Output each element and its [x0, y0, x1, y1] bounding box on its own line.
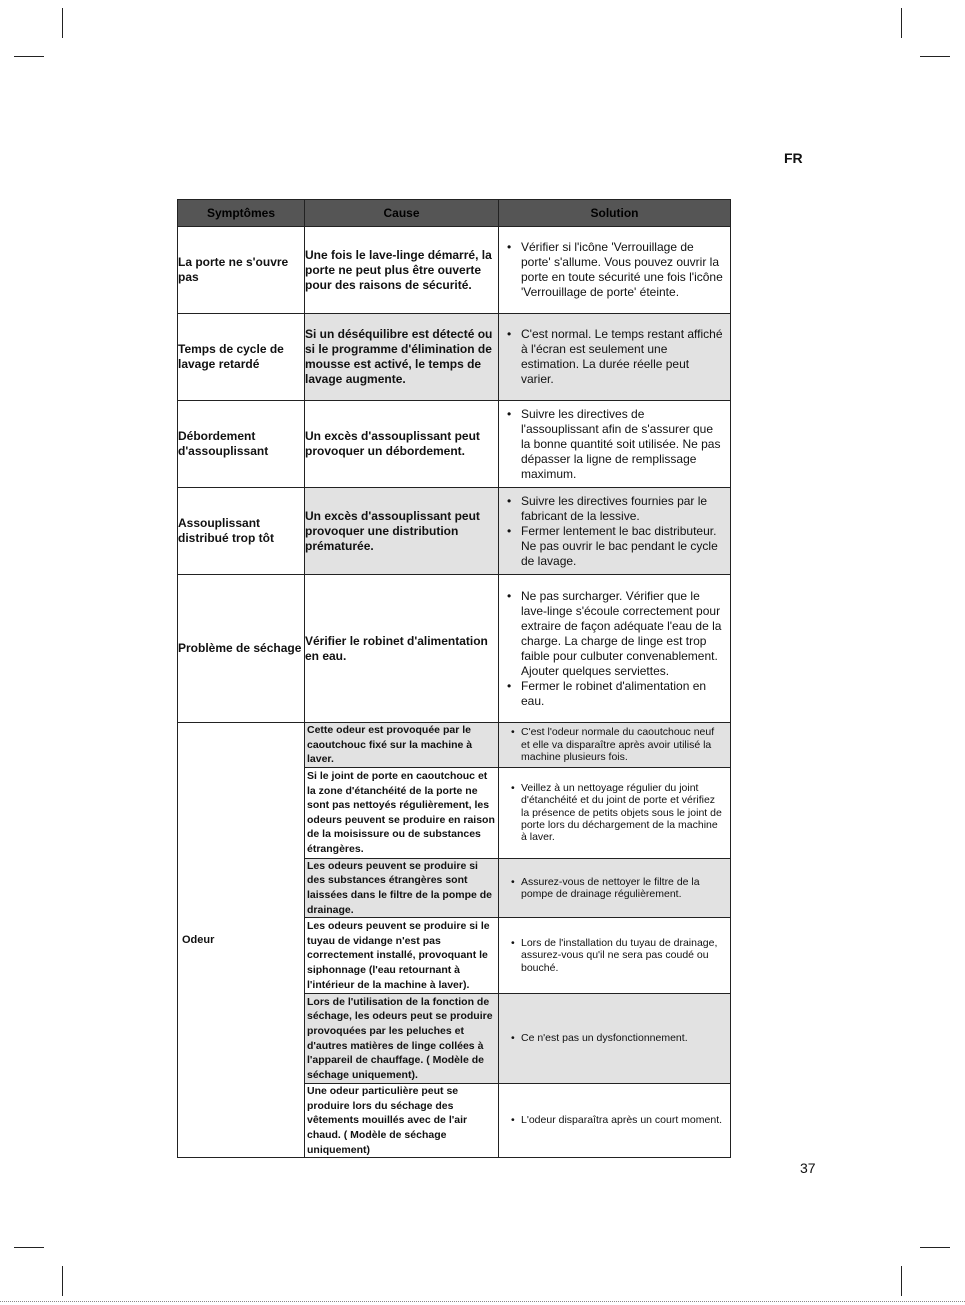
cause-cell: Cette odeur est provoquée par le caoutchouc fixé sur la machine à laver.: [305, 723, 499, 768]
solution-item: • Vérifier si l'icône 'Verrouillage de porte' s'allume. Vous pouvez ouvrir la porte en toute sécurité une fois l'icône 'Verrouillage de porte' éteinte.: [521, 240, 724, 300]
cause-cell: Une odeur particulière peut se produire lors du séchage des vêtements mouillés avec de l'air chaud. ( Modèle de séchage uniquement): [305, 1084, 499, 1158]
symptom-cell: Assouplissant distribué trop tôt: [178, 488, 305, 575]
cause-cell: Les odeurs peuvent se produire si le tuyau de vidange n'est pas correctement installé, provoquant le siphonnage (l'eau retournant à l'intérieur de la machine à laver).: [305, 918, 499, 994]
crop-mark: [62, 8, 63, 38]
table-row: [178, 575, 731, 723]
header-cause: Cause: [305, 200, 499, 227]
solution-cell: [499, 767, 731, 858]
table-row: [178, 314, 731, 401]
table-row: [178, 488, 731, 575]
solution-item: • C'est l'odeur normale du caoutchouc neuf et elle va disparaître après avoir utilisé la machine plusieurs fois.: [521, 726, 724, 763]
solution-item: • Lors de l'installation du tuyau de drainage, assurez-vous qu'il ne sera pas coudé ou bouché.: [521, 937, 724, 974]
solution-item: • Fermer lentement le bac distributeur. Ne pas ouvrir le bac pendant le cycle de lavage.: [521, 524, 724, 569]
solution-cell: [499, 227, 731, 314]
troubleshooting-table: [177, 199, 731, 1158]
table-row: [178, 723, 731, 768]
solution-item: • Ne pas surcharger. Vérifier que le lave-linge s'écoule correctement pour extraire de façon adéquate l'eau de la charge. La charge de linge est trop faible pour culbuter convenablement. Ajouter quelques serviettes.: [521, 589, 724, 679]
header-solution: Solution: [499, 200, 731, 227]
table-row: [178, 227, 731, 314]
crop-mark: [14, 56, 44, 57]
page-number: 37: [800, 1160, 816, 1176]
crop-mark: [901, 8, 902, 38]
symptom-cell: Temps de cycle de lavage retardé: [178, 314, 305, 401]
solution-cell: [499, 723, 731, 768]
cause-cell: Si un déséquilibre est détecté ou si le programme d'élimination de mousse est activé, le temps de lavage augmente.: [305, 314, 499, 401]
solution-cell: [499, 1084, 731, 1158]
cause-cell: Une fois le lave-linge démarré, la porte ne peut plus être ouverte pour des raisons de sécurité.: [305, 227, 499, 314]
crop-mark: [920, 1247, 950, 1248]
cause-cell: Vérifier le robinet d'alimentation en eau.: [305, 575, 499, 723]
solution-item: • Veillez à un nettoyage régulier du joint d'étanchéité et du joint de porte et vérifiez la présence de petits objets sous le joint de porte lors du déchargement de la machine à laver.: [521, 782, 724, 844]
crop-mark: [901, 1266, 902, 1296]
solution-cell: [499, 858, 731, 917]
solution-item: • Fermer le robinet d'alimentation en eau.: [521, 679, 724, 709]
crop-mark: [14, 1247, 44, 1248]
solution-item: • Ce n'est pas un dysfonctionnement.: [521, 1032, 724, 1044]
symptom-cell: Débordement d'assouplissant: [178, 401, 305, 488]
crop-mark: [62, 1266, 63, 1296]
solution-cell: [499, 575, 731, 723]
crop-mark: [920, 56, 950, 57]
solution-cell: [499, 314, 731, 401]
table-header-row: [178, 200, 731, 227]
cause-cell: Lors de l'utilisation de la fonction de séchage, les odeurs peut se produire provoquées par les peluches et d'autres matières de linge collées à l'appareil de chauffage. ( Modèle de séchage uniquement).: [305, 994, 499, 1084]
table-row: [178, 401, 731, 488]
symptom-cell: Problème de séchage: [178, 575, 305, 723]
solution-item: • Assurez-vous de nettoyer le filtre de la pompe de drainage régulièrement.: [521, 876, 724, 901]
solution-item: • C'est normal. Le temps restant affiché à l'écran est seulement une estimation. La durée réelle peut varier.: [521, 327, 724, 387]
header-symptoms: Symptômes: [178, 200, 305, 227]
solution-cell: [499, 918, 731, 994]
cause-cell: Les odeurs peuvent se produire si des substances étrangères sont laissées dans le filtre de la pompe de drainage.: [305, 858, 499, 917]
solution-cell: [499, 994, 731, 1084]
cause-cell: Un excès d'assouplissant peut provoquer un débordement.: [305, 401, 499, 488]
solution-cell: [499, 488, 731, 575]
language-label: FR: [784, 150, 803, 166]
solution-item: • L'odeur disparaîtra après un court moment.: [521, 1114, 724, 1126]
solution-item: • Suivre les directives fournies par le fabricant de la lessive.: [521, 494, 724, 524]
cause-cell: Un excès d'assouplissant peut provoquer une distribution prématurée.: [305, 488, 499, 575]
bottom-dotted-line: [0, 1301, 965, 1302]
cause-cell: Si le joint de porte en caoutchouc et la zone d'étanchéité de la porte ne sont pas nettoyés régulièrement, les odeurs peuvent se produire en raison de la moisissure ou de substances étrangères.: [305, 767, 499, 858]
solution-cell: [499, 401, 731, 488]
symptom-cell: La porte ne s'ouvre pas: [178, 227, 305, 314]
solution-item: • Suivre les directives de l'assouplissant afin de s'assurer que la bonne quantité soit utilisée. Ne pas dépasser la ligne de remplissage maximum.: [521, 407, 724, 482]
symptom-cell: Odeur: [178, 723, 305, 1158]
